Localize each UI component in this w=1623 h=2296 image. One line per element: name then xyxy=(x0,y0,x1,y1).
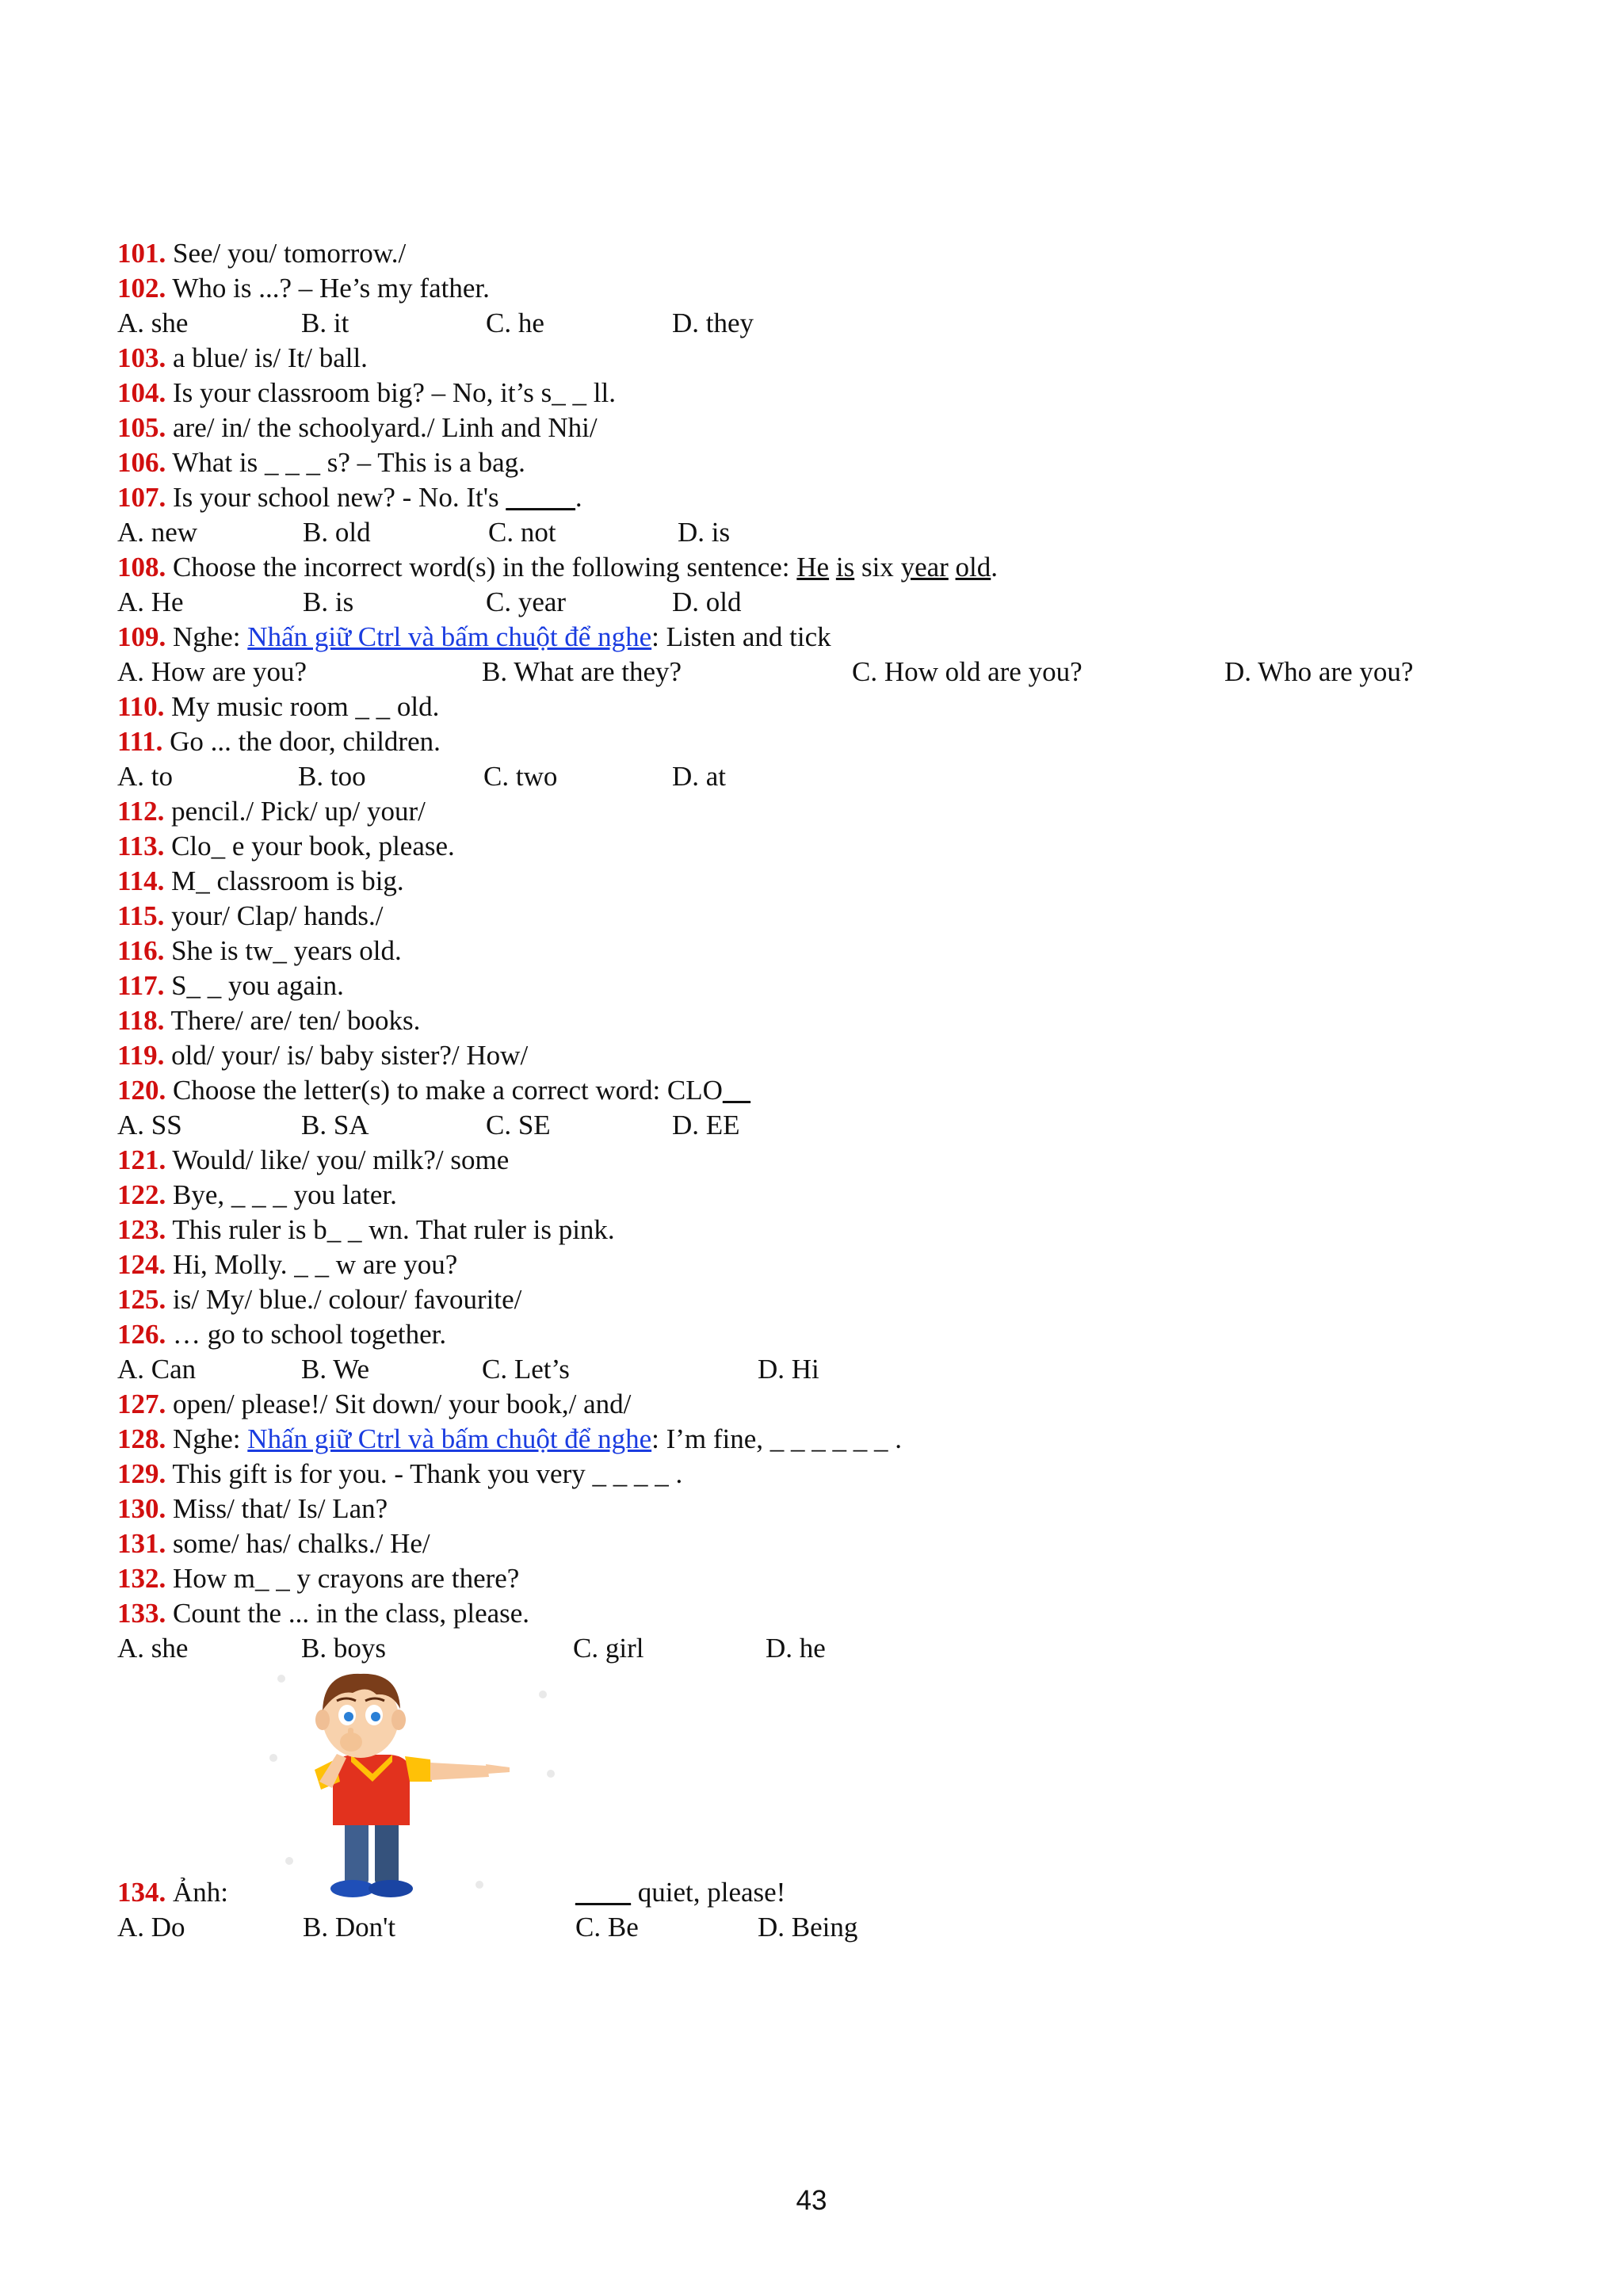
question-number: 119. xyxy=(117,1040,165,1071)
question-text: old/ your/ is/ baby sister?/ How/ xyxy=(164,1040,529,1071)
question-number: 116. xyxy=(117,935,165,966)
question-105 xyxy=(117,411,598,445)
question-number: 118. xyxy=(117,1005,165,1036)
right-pupil xyxy=(371,1712,380,1721)
question-104 xyxy=(117,376,616,411)
question-133 xyxy=(117,1596,529,1631)
question-text: your/ Clap/ hands./ xyxy=(164,900,384,931)
question-text: What is _ _ _ s? – This is a bag. xyxy=(166,447,525,478)
question-text: How m_ _ y crayons are there? xyxy=(166,1563,520,1594)
question-134 xyxy=(117,1875,1544,1910)
question-130 xyxy=(117,1492,388,1526)
question-text: See/ you/ tomorrow./ xyxy=(166,238,407,269)
option-c: C. he xyxy=(486,308,544,338)
question-122 xyxy=(117,1178,397,1213)
question-132 xyxy=(117,1561,519,1596)
question-text-end: . xyxy=(575,482,582,513)
question-number: 113. xyxy=(117,831,165,861)
question-number: 107. xyxy=(117,482,166,513)
question-text: quiet, please! xyxy=(631,1877,786,1908)
question-text: Is your classroom big? – No, it’s s_ _ ll. xyxy=(166,377,616,408)
question-text: Choose the letter(s) to make a correct word: CLO xyxy=(166,1075,723,1106)
answer-blank: __ xyxy=(722,1075,750,1106)
question-text: She is tw_ years old. xyxy=(164,935,402,966)
question-text: : I’m fine, _ _ _ _ _ _ . xyxy=(651,1423,903,1454)
question-text: is/ My/ blue./ colour/ favourite/ xyxy=(166,1284,522,1315)
question-prefix: Nghe: xyxy=(166,1423,248,1454)
question-number: 117. xyxy=(117,970,165,1001)
option-d: D. they xyxy=(672,308,754,338)
question-text: My music room _ _ old. xyxy=(164,691,440,722)
question-number: 115. xyxy=(117,900,165,931)
question-101 xyxy=(117,236,406,271)
option-c: C. Be xyxy=(575,1912,639,1943)
question-131 xyxy=(117,1526,430,1561)
question-prefix: Nghe: xyxy=(166,621,248,652)
question-number: 114. xyxy=(117,865,165,896)
question-text: M_ classroom is big. xyxy=(164,865,404,896)
word-six: six xyxy=(861,552,894,583)
question-text: some/ has/ chalks./ He/ xyxy=(166,1528,430,1559)
question-number: 124. xyxy=(117,1249,166,1280)
option-c: C. year xyxy=(486,586,567,617)
boy-shushing-illustration xyxy=(258,1663,575,1901)
question-113 xyxy=(117,829,455,864)
question-text: open/ please!/ Sit down/ your book,/ and/ xyxy=(166,1389,632,1419)
question-125 xyxy=(117,1282,521,1317)
question-109 xyxy=(117,620,831,655)
option-d: D. he xyxy=(766,1633,826,1664)
option-a: A. SS xyxy=(117,1110,182,1140)
option-a: A. Do xyxy=(117,1912,185,1943)
question-117 xyxy=(117,968,344,1003)
question-number: 127. xyxy=(117,1389,166,1419)
question-number: 111. xyxy=(117,726,163,757)
question-number: 108. xyxy=(117,552,166,583)
question-116 xyxy=(117,934,402,968)
question-number: 110. xyxy=(117,691,165,722)
question-number: 105. xyxy=(117,412,166,443)
option-b: B. too xyxy=(298,761,366,792)
option-d: D. EE xyxy=(672,1110,740,1140)
sentence-with-blank xyxy=(575,1875,785,1910)
listen-link[interactable]: Nhấn giữ Ctrl và bấm chuột để nghe xyxy=(247,1423,652,1454)
question-106 xyxy=(117,445,525,480)
option-d: D. is xyxy=(678,517,731,548)
option-a: A. He xyxy=(117,586,184,617)
question-text: … go to school together. xyxy=(166,1319,447,1350)
left-ear xyxy=(315,1710,330,1730)
question-text: Who is ...? – He’s my father. xyxy=(166,273,490,304)
question-number: 121. xyxy=(117,1144,166,1175)
question-number: 109. xyxy=(117,621,166,652)
option-a: A. new xyxy=(117,517,198,548)
pointing-arm xyxy=(430,1763,489,1780)
option-d: D. Who are you? xyxy=(1224,656,1414,687)
option-b: B. boys xyxy=(301,1633,386,1664)
question-number: 112. xyxy=(117,796,165,827)
question-124 xyxy=(117,1247,457,1282)
question-number: 101. xyxy=(117,238,166,269)
image-label: Ảnh: xyxy=(166,1877,228,1908)
question-number: 133. xyxy=(117,1598,166,1629)
option-c: C. two xyxy=(483,761,558,792)
underlined-word-is: is xyxy=(835,552,855,583)
option-b: B. is xyxy=(303,586,354,617)
option-c: C. Let’s xyxy=(482,1354,570,1385)
question-number: 130. xyxy=(117,1493,166,1524)
question-text: Bye, _ _ _ you later. xyxy=(166,1179,397,1210)
underlined-word-year: year xyxy=(900,552,949,583)
question-111 xyxy=(117,724,441,759)
option-a: A. to xyxy=(117,761,173,792)
pointing-finger xyxy=(486,1764,510,1774)
index-finger xyxy=(348,1728,353,1744)
question-text: This gift is for you. - Thank you very _ _ _ _ . xyxy=(166,1458,683,1489)
option-b: B. What are they? xyxy=(482,656,682,687)
question-119 xyxy=(117,1038,528,1073)
red-shirt xyxy=(333,1755,410,1825)
option-c: C. not xyxy=(488,517,556,548)
question-112 xyxy=(117,794,426,829)
question-text: : Listen and tick xyxy=(651,621,831,652)
question-number: 125. xyxy=(117,1284,166,1315)
sentence-end: . xyxy=(991,552,999,583)
answer-blank: _____ xyxy=(506,482,575,513)
question-number: 106. xyxy=(117,447,166,478)
question-108 xyxy=(117,550,998,585)
question-number: 132. xyxy=(117,1563,166,1594)
question-number: 126. xyxy=(117,1319,166,1350)
option-b: B. old xyxy=(303,517,371,548)
option-c: C. girl xyxy=(573,1633,644,1664)
question-text: Clo_ e your book, please. xyxy=(164,831,455,861)
question-129 xyxy=(117,1457,682,1492)
option-b: B. Don't xyxy=(303,1912,396,1943)
question-text: Choose the incorrect word(s) in the following sentence: xyxy=(166,552,797,583)
question-121 xyxy=(117,1143,509,1178)
question-text: Count the ... in the class, please. xyxy=(166,1598,530,1629)
question-127 xyxy=(117,1387,631,1422)
question-number: 134. xyxy=(117,1877,166,1908)
question-115 xyxy=(117,899,383,934)
question-number: 104. xyxy=(117,377,166,408)
option-a: A. How are you? xyxy=(117,656,307,687)
option-c: C. SE xyxy=(486,1110,551,1140)
question-text: a blue/ is/ It/ ball. xyxy=(166,342,368,373)
underlined-word-he: He xyxy=(796,552,830,583)
question-text: Is your school new? - No. It's xyxy=(166,482,506,513)
answer-blank: ____ xyxy=(575,1877,631,1908)
question-text: are/ in/ the schoolyard./ Linh and Nhi/ xyxy=(166,412,598,443)
question-text: There/ are/ ten/ books. xyxy=(164,1005,421,1036)
question-text: S_ _ you again. xyxy=(164,970,344,1001)
question-110 xyxy=(117,690,439,724)
option-d: D. old xyxy=(672,586,742,617)
question-107 xyxy=(117,480,582,515)
question-number: 122. xyxy=(117,1179,166,1210)
option-c: C. How old are you? xyxy=(852,656,1083,687)
question-text: pencil./ Pick/ up/ your/ xyxy=(164,796,426,827)
option-b: B. SA xyxy=(301,1110,369,1140)
page-number: 43 xyxy=(796,2185,827,2216)
question-number: 123. xyxy=(117,1214,166,1245)
question-number: 103. xyxy=(117,342,166,373)
right-ear xyxy=(391,1710,406,1730)
listen-link[interactable]: Nhấn giữ Ctrl và bấm chuột để nghe xyxy=(247,621,652,652)
question-number: 120. xyxy=(117,1075,166,1106)
question-103 xyxy=(117,341,368,376)
option-b: B. it xyxy=(301,308,349,338)
question-number: 129. xyxy=(117,1458,166,1489)
question-text: Hi, Molly. _ _ w are you? xyxy=(166,1249,458,1280)
left-pupil xyxy=(344,1712,353,1721)
question-number: 128. xyxy=(117,1423,166,1454)
question-number: 102. xyxy=(117,273,166,304)
underlined-word-old: old xyxy=(955,552,991,583)
question-114 xyxy=(117,864,404,899)
option-a: A. she xyxy=(117,308,189,338)
question-128 xyxy=(117,1422,902,1457)
question-number: 131. xyxy=(117,1528,166,1559)
question-120 xyxy=(117,1073,750,1108)
option-d: D. at xyxy=(672,761,727,792)
question-text: Go ... the door, children. xyxy=(162,726,441,757)
option-a: A. Can xyxy=(117,1354,197,1385)
option-b: B. We xyxy=(301,1354,369,1385)
question-text: Would/ like/ you/ milk?/ some xyxy=(166,1144,510,1175)
question-text: Miss/ that/ Is/ Lan? xyxy=(166,1493,388,1524)
question-text: This ruler is b_ _ wn. That ruler is pink. xyxy=(166,1214,615,1245)
option-d: D. Being xyxy=(758,1912,858,1943)
option-d: D. Hi xyxy=(758,1354,819,1385)
question-126 xyxy=(117,1317,446,1352)
question-102 xyxy=(117,271,490,306)
question-118 xyxy=(117,1003,420,1038)
question-123 xyxy=(117,1213,615,1247)
option-a: A. she xyxy=(117,1633,189,1664)
